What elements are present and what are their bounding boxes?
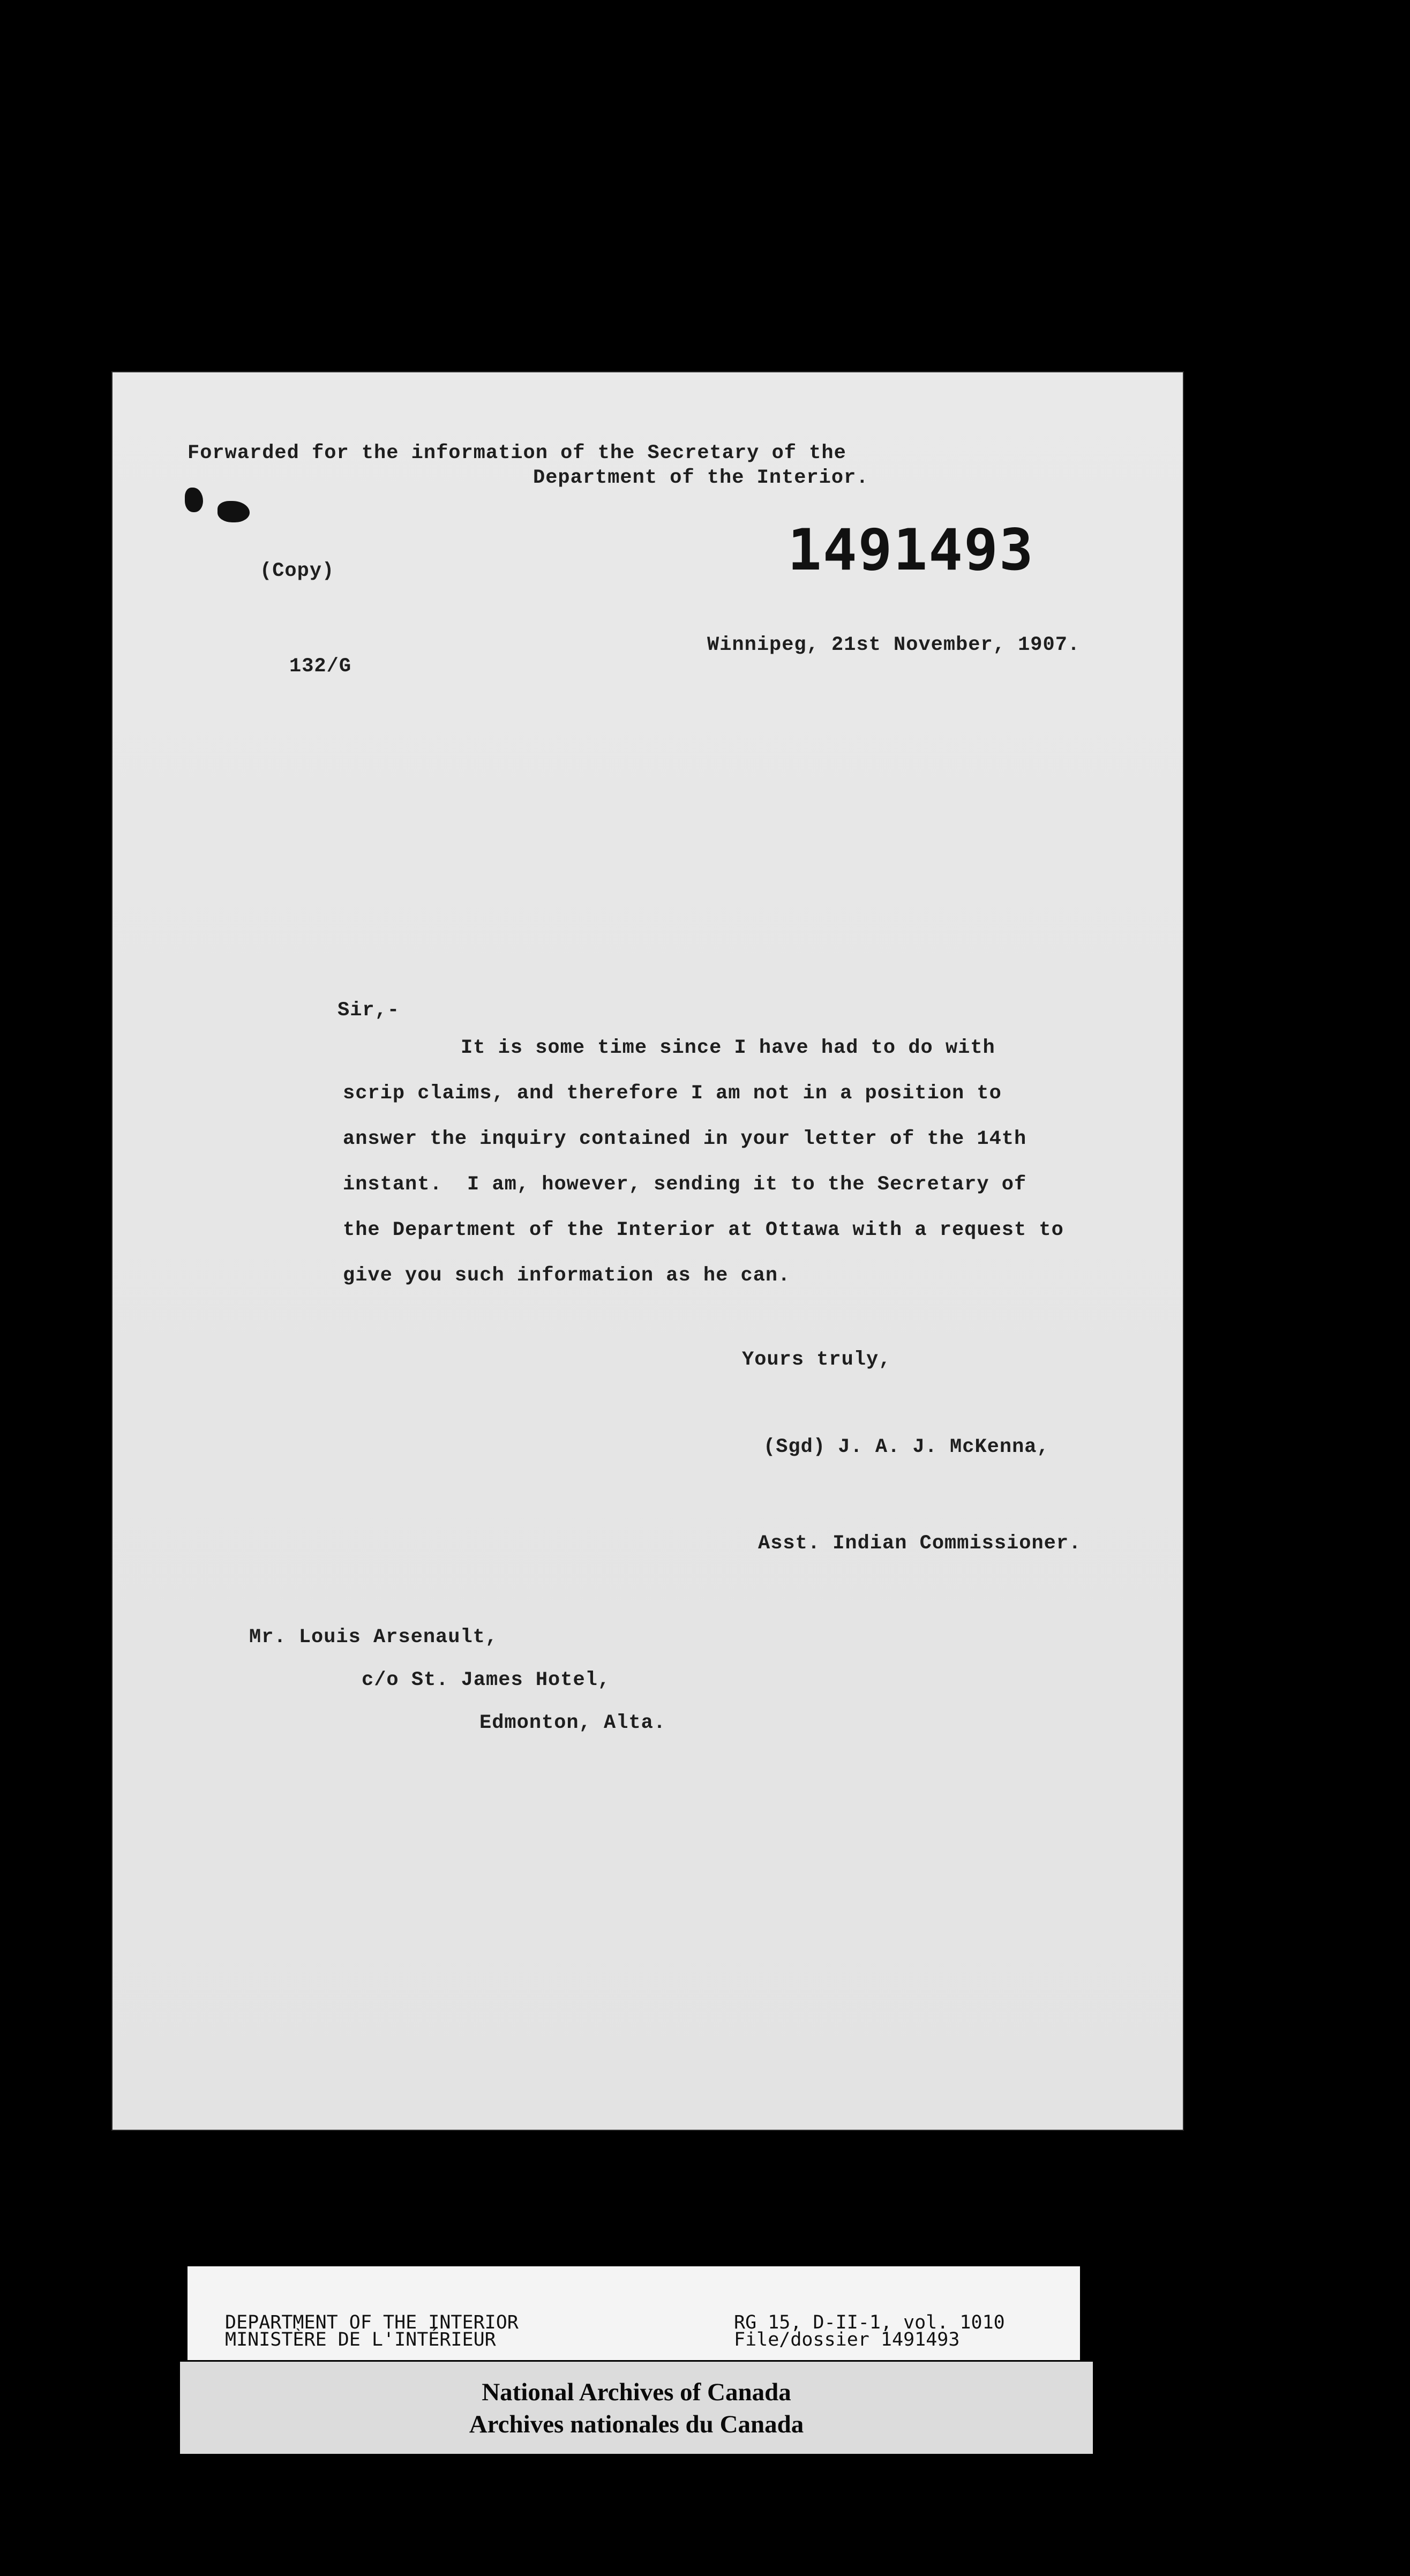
closing: Yours truly, — [742, 1349, 891, 1371]
archives-label — [180, 2362, 1093, 2454]
addressee-line3: Edmonton, Alta. — [479, 1712, 666, 1734]
body-line: give you such information as he can. — [343, 1264, 791, 1287]
body-line: the Department of the Interior at Ottawa with a request to — [343, 1219, 1064, 1241]
archive-reference-label — [188, 2266, 1080, 2360]
ink-smudge — [218, 501, 250, 522]
department-en: DEPARTMENT OF THE INTERIOR — [225, 2312, 519, 2333]
ink-smudge — [185, 488, 203, 512]
body-line: answer the inquiry contained in your letter of the 14th — [343, 1128, 1027, 1150]
addressee-line2: c/o St. James Hotel, — [362, 1669, 611, 1691]
letter-page — [112, 372, 1183, 2130]
forwarding-note-line2: Department of the Interior. — [533, 467, 869, 489]
archives-name-en: National Archives of Canada — [482, 2378, 791, 2406]
record-group-reference: RG 15, D-II-1, vol. 1010 — [734, 2312, 1005, 2333]
department-fr: MINISTÈRE DE L'INTÉRIEUR — [225, 2329, 496, 2350]
copy-label: (Copy) — [260, 560, 335, 582]
archives-name-fr: Archives nationales du Canada — [469, 2410, 804, 2438]
file-number-stamp: 1491493 — [788, 517, 1034, 583]
body-line: instant. I am, however, sending it to the Secretary of — [343, 1173, 1027, 1196]
salutation: Sir,- — [338, 999, 400, 1022]
signatory-title: Asst. Indian Commissioner. — [758, 1532, 1082, 1555]
body-line: scrip claims, and therefore I am not in a position to — [343, 1082, 1002, 1105]
signature: (Sgd) J. A. J. McKenna, — [763, 1436, 1049, 1458]
body-line: It is some time since I have had to do with — [461, 1037, 995, 1059]
addressee-name: Mr. Louis Arsenault, — [249, 1626, 498, 1649]
forwarding-note-line1: Forwarded for the information of the Secretary of the — [188, 442, 846, 465]
letter-date: Winnipeg, 21st November, 1907. — [707, 634, 1081, 656]
file-dossier-number: File/dossier 1491493 — [734, 2329, 960, 2350]
reference-number: 132/G — [289, 655, 352, 678]
